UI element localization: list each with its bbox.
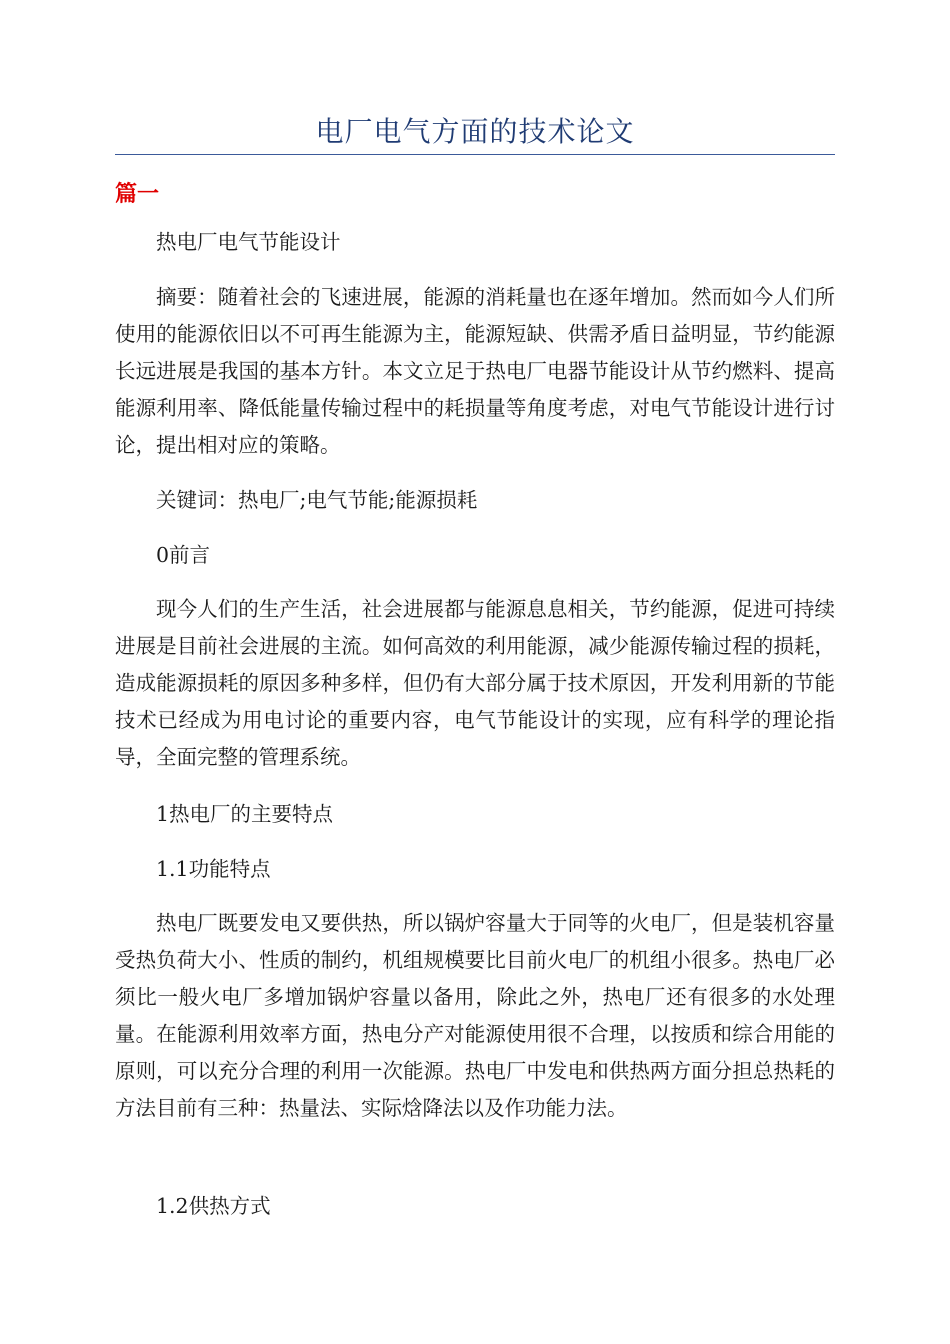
paragraph-abstract: 摘要：随着社会的飞速进展，能源的消耗量也在逐年增加。然而如今人们所使用的能源依旧以不可再生能源为主，能源短缺、供需矛盾日益明显，节约能源长远进展是我国的基本方针。本文立足于热电厂电器节能设计从节约燃料、提高能源利用率、降低能量传输过程中的耗损量等角度考虑，对电气节能设计进行讨论，提出相对应的策略。 (115, 285, 835, 457)
paragraph-keywords: 关键词：热电厂;电气节能;能源损耗 (156, 488, 478, 512)
paragraph-subtitle: 热电厂电气节能设计 (156, 230, 341, 254)
paragraph-section-1-1-body: 热电厂既要发电又要供热，所以锅炉容量大于同等的火电厂，但是装机容量受热负荷大小、性质的制约，机组规模要比目前火电厂的机组小很多。热电厂必须比一般火电厂多增加锅炉容量以备用，除此之外，热电厂还有很多的水处理量。在能源利用效率方面，热电分产对能源使用很不合理，以按质和综合用能的原则，可以充分合理的利用一次能源。热电厂中发电和供热两方面分担总热耗的方法目前有三种：热量法、实际焓降法以及作功能力法。 (115, 911, 835, 1120)
heading-section-1: 1热电厂的主要特点 (156, 802, 334, 826)
document-title: 电厂电气方面的技术论文 (315, 115, 635, 148)
section-label: 篇一 (115, 181, 160, 207)
heading-section-1-1: 1.1功能特点 (156, 857, 271, 881)
title-underline (115, 154, 835, 155)
heading-section-1-2: 1.2供热方式 (156, 1194, 271, 1218)
heading-preface: 0前言 (156, 543, 211, 567)
paragraph-preface-body: 现今人们的生产生活，社会进展都与能源息息相关，节约能源，促进可持续进展是目前社会进展的主流。如何高效的利用能源，减少能源传输过程的损耗，造成能源损耗的原因多种多样，但仍有大部分属于技术原因，开发利用新的节能技术已经成为用电讨论的重要内容，电气节能设计的实现，应有科学的理论指导，全面完整的管理系统。 (115, 597, 835, 769)
